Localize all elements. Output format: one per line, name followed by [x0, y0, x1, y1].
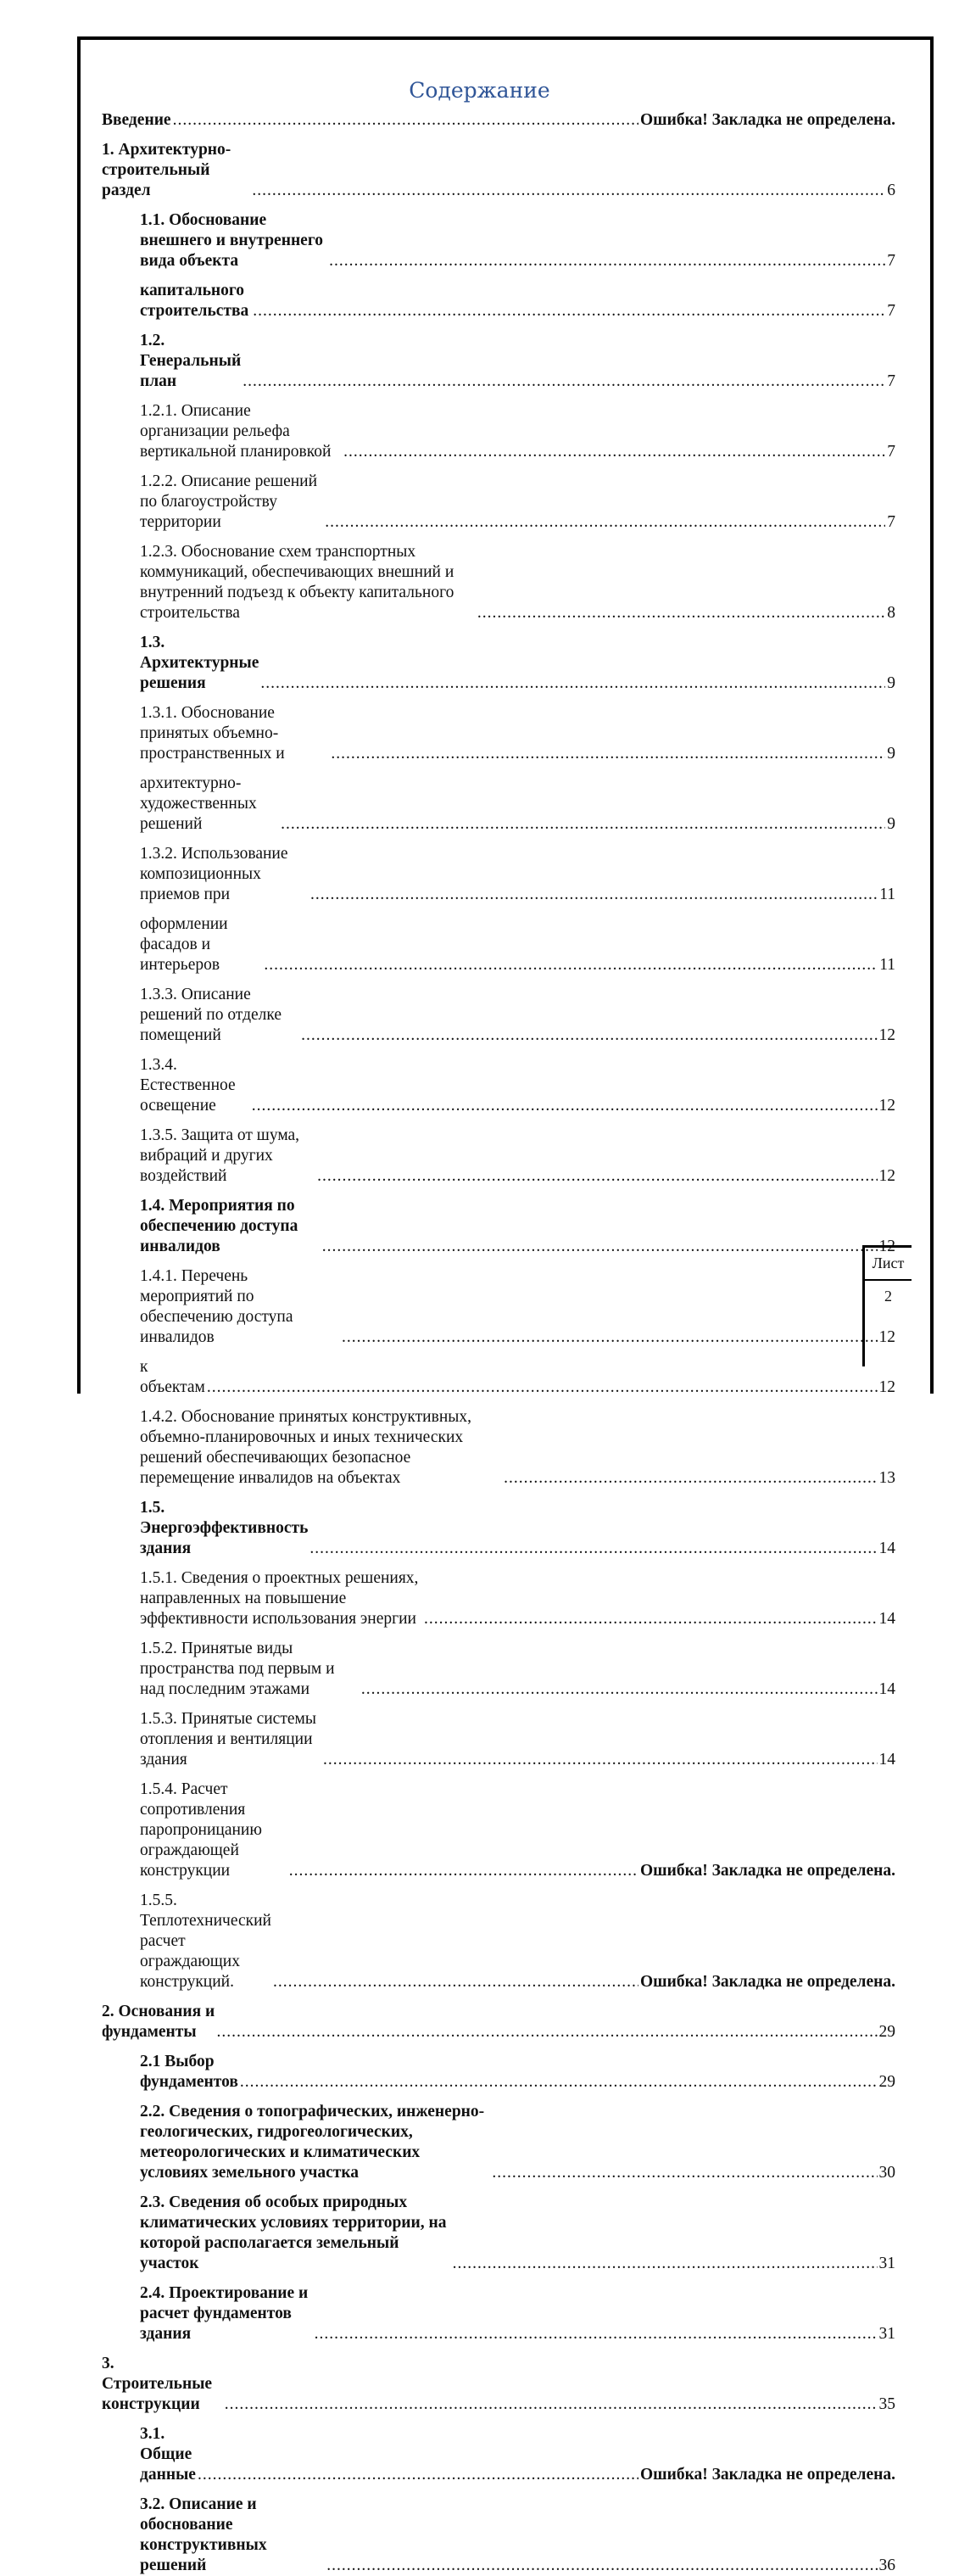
- toc-entry-page: 12: [878, 1238, 895, 1255]
- toc-leader-dots: [217, 2022, 878, 2042]
- toc-entry[interactable]: [140, 2052, 895, 2093]
- toc-entry[interactable]: [140, 1780, 895, 1881]
- toc-leader-dots: [322, 1237, 878, 1257]
- toc-entry-page: 12: [878, 1378, 895, 1396]
- toc-entry-page: 11: [879, 956, 895, 974]
- toc-entry-page: 31: [878, 2325, 895, 2343]
- toc-entry-title: 1.5.2. Принятые виды пространства под первым и над последним этажами: [140, 1640, 335, 1698]
- toc-leader-dots: [264, 955, 878, 975]
- toc-entry-title: 1.3.2. Использование композиционных приемов при: [140, 845, 288, 903]
- toc-entry[interactable]: [140, 1266, 895, 1348]
- sheet-label: Лист: [872, 1254, 905, 1271]
- toc-leader-dots: [198, 2465, 638, 2485]
- toc-entry-title: 3.2. Описание и обоснование конструктивных решений: [140, 2495, 267, 2574]
- toc-entry-page: 12: [878, 1167, 895, 1185]
- toc-entry[interactable]: [140, 1639, 895, 1700]
- toc-leader-dots: [301, 1025, 877, 1046]
- toc-leader-dots: [329, 251, 885, 271]
- toc-entry-title: оформлении фасадов и интерьеров: [140, 915, 228, 974]
- toc-entry-title: 1.4. Мероприятия по обеспечению доступа инвалидов: [140, 1197, 298, 1255]
- toc-entry-title: 2. Основания и фундаменты: [102, 2003, 215, 2041]
- toc-entry-page: 12: [878, 1097, 895, 1115]
- toc-leader-dots: [342, 1327, 877, 1348]
- toc-entry-title: 1.5.4. Расчет сопротивления паропроницанию ограждающей конструкции: [140, 1780, 262, 1880]
- toc-entry[interactable]: [140, 774, 895, 835]
- toc-entry[interactable]: [140, 331, 895, 392]
- toc-entry[interactable]: [140, 401, 895, 462]
- toc-entry-title: 2.2. Сведения о топографических, инженерно-геологических, гидрогеологических, метеорологических и климатических условиях земельного участка: [140, 2103, 485, 2182]
- toc-entry[interactable]: [140, 914, 895, 975]
- toc-entry-page: 14: [878, 1680, 895, 1698]
- toc-entry[interactable]: [102, 140, 895, 201]
- toc-entry[interactable]: [140, 2102, 895, 2183]
- toc-entry-page: 7: [887, 443, 895, 461]
- toc-leader-dots: [323, 1750, 878, 1770]
- toc-entry[interactable]: [140, 2283, 895, 2344]
- toc-leader-dots: [173, 110, 638, 131]
- toc-entry-title: архитектурно-художественных решений: [140, 774, 257, 833]
- sheet-number: 2: [884, 1288, 892, 1305]
- toc-leader-dots: [343, 442, 885, 462]
- toc-entry-title: 1. Архитектурно-строительный раздел: [102, 141, 231, 199]
- toc-leader-dots: [331, 744, 885, 764]
- toc-leader-dots: [310, 885, 878, 905]
- toc-entry-title: 1.3.3. Описание решений по отделке помещений: [140, 986, 282, 1044]
- toc-entry-page: 13: [878, 1469, 895, 1487]
- toc-leader-dots: [281, 814, 885, 835]
- toc-entry-page: 7: [887, 372, 895, 390]
- toc-leader-dots: [453, 2254, 878, 2274]
- toc-entry[interactable]: [140, 2424, 895, 2485]
- toc-entry-page: 7: [887, 252, 895, 270]
- toc-entry-title: 1.3.4. Естественное освещение: [140, 1056, 236, 1115]
- toc-entry-title: 1.1. Обоснование внешнего и внутреннего вида объекта: [140, 211, 323, 270]
- toc-entry-page: 9: [887, 815, 895, 833]
- table-of-contents: [102, 110, 895, 2576]
- toc-leader-dots: [225, 2394, 878, 2415]
- toc-leader-dots: [492, 2163, 877, 2183]
- toc-entry-title: капитального строительства: [140, 282, 249, 320]
- toc-entry-title: 1.2.3. Обоснование схем транспортных коммуникаций, обеспечивающих внешний и внутренний подъезд к объекту капитального строительства: [140, 543, 454, 622]
- toc-entry[interactable]: [140, 985, 895, 1046]
- toc-entry-title: 1.3.1. Обоснование принятых объемно-пространственных и: [140, 704, 285, 763]
- toc-entry-page: 30: [878, 2164, 895, 2182]
- sheet-stamp: [862, 1245, 912, 1366]
- toc-entry-title: Введение: [102, 111, 171, 129]
- toc-entry[interactable]: [140, 210, 895, 271]
- toc-entry-page: 11: [879, 886, 895, 903]
- toc-entry-page: 14: [878, 1539, 895, 1557]
- toc-entry-title: 2.1 Выбор фундаментов: [140, 2053, 238, 2091]
- toc-leader-dots: [243, 372, 885, 392]
- toc-leader-dots: [289, 1861, 638, 1881]
- toc-entry[interactable]: [140, 2193, 895, 2274]
- toc-entry-page: 7: [887, 302, 895, 320]
- toc-leader-dots: [252, 1096, 878, 1116]
- toc-entry-page: 36: [878, 2556, 895, 2574]
- toc-entry-page: 6: [887, 182, 895, 199]
- toc-entry[interactable]: [140, 1126, 895, 1187]
- toc-entry[interactable]: [140, 2495, 895, 2576]
- toc-entry[interactable]: [140, 1498, 895, 1559]
- toc-entry-title: 1.2. Генеральный план: [140, 332, 242, 390]
- toc-leader-dots: [240, 2072, 878, 2093]
- toc-entry[interactable]: [140, 703, 895, 764]
- toc-entry-title: 3.1. Общие данные: [140, 2425, 196, 2484]
- toc-entry-title: 1.4.1. Перечень мероприятий по обеспечению доступа инвалидов: [140, 1267, 293, 1346]
- toc-entry-title: 1.4.2. Обоснование принятых конструктивных, объемно-планировочных и иных технических решений обеспечивающих безопасное перемещение инвалидов на объектах: [140, 1408, 471, 1487]
- toc-leader-dots: [317, 1166, 877, 1187]
- toc-entry-title: 1.5.5. Теплотехнический расчет ограждающих конструкций.: [140, 1891, 271, 1991]
- toc-leader-dots: [424, 1609, 878, 1629]
- toc-leader-dots: [252, 181, 885, 201]
- toc-entry[interactable]: [140, 281, 895, 321]
- toc-entry-title: 1.2.2. Описание решений по благоустройству территории: [140, 472, 318, 531]
- toc-entry-page: 8: [887, 604, 895, 622]
- toc-entry-page: Ошибка! Закладка не определена.: [639, 111, 895, 129]
- toc-entry-title: 1.3. Архитектурные решения: [140, 634, 259, 692]
- toc-entry[interactable]: [140, 844, 895, 905]
- toc-entry[interactable]: [140, 542, 895, 623]
- toc-entry-title: 1.3.5. Защита от шума, вибраций и других воздействий: [140, 1126, 300, 1185]
- toc-entry-page: Ошибка! Закладка не определена.: [639, 1862, 895, 1880]
- toc-entry[interactable]: [102, 110, 895, 131]
- toc-leader-dots: [273, 1972, 638, 1992]
- toc-entry-page: 7: [887, 513, 895, 531]
- toc-entry-title: к объектам: [140, 1358, 205, 1396]
- toc-leader-dots: [315, 2324, 878, 2344]
- toc-entry-title: 1.5.3. Принятые системы отопления и вентиляции здания: [140, 1710, 316, 1769]
- toc-entry-title: 1.2.1. Описание организации рельефа вертикальной планировкой: [140, 402, 332, 461]
- toc-entry[interactable]: [140, 1357, 895, 1398]
- toc-entry[interactable]: [102, 2002, 895, 2042]
- toc-entry-title: 1.5.1. Сведения о проектных решениях, направленных на повышение эффективности использования энергии: [140, 1569, 419, 1628]
- toc-entry[interactable]: [102, 2354, 895, 2415]
- toc-entry[interactable]: [140, 633, 895, 694]
- toc-leader-dots: [326, 2556, 877, 2576]
- toc-entry-page: 12: [878, 1026, 895, 1044]
- toc-entry[interactable]: [140, 1407, 895, 1489]
- toc-leader-dots: [504, 1468, 877, 1489]
- toc-leader-dots: [325, 512, 885, 533]
- toc-entry-title: 2.4. Проектирование и расчет фундаментов здания: [140, 2284, 309, 2343]
- toc-leader-dots: [477, 603, 885, 623]
- toc-entry[interactable]: [140, 1891, 895, 1992]
- toc-entry-page: 14: [878, 1751, 895, 1769]
- toc-entry[interactable]: [140, 1196, 895, 1257]
- page-title: Содержание: [409, 78, 550, 103]
- toc-leader-dots: [361, 1679, 878, 1700]
- toc-entry[interactable]: [140, 1055, 895, 1116]
- toc-entry[interactable]: [140, 1709, 895, 1770]
- toc-entry-title: 1.5. Энергоэффективность здания: [140, 1499, 309, 1557]
- toc-entry-page: Ошибка! Закладка не определена.: [639, 1973, 895, 1991]
- toc-entry-title: 3. Строительные конструкции: [102, 2355, 213, 2413]
- toc-entry[interactable]: [140, 472, 895, 533]
- toc-entry-page: 9: [887, 745, 895, 763]
- toc-leader-dots: [253, 301, 885, 321]
- toc-entry-title: 2.3. Сведения об особых природных климатических условиях территории, на которой располагается земельный участок: [140, 2193, 447, 2272]
- toc-entry-page: 31: [878, 2255, 895, 2272]
- toc-entry-page: 12: [878, 1328, 895, 1346]
- toc-entry-page: Ошибка! Закладка не определена.: [639, 2466, 895, 2484]
- toc-entry-page: 9: [887, 674, 895, 692]
- toc-entry-page: 14: [878, 1610, 895, 1628]
- toc-entry[interactable]: [140, 1568, 895, 1629]
- toc-entry-page: 35: [878, 2395, 895, 2413]
- toc-leader-dots: [207, 1377, 878, 1398]
- toc-entry-page: 29: [878, 2023, 895, 2041]
- toc-entry-page: 29: [878, 2073, 895, 2091]
- toc-leader-dots: [260, 673, 885, 694]
- toc-leader-dots: [309, 1539, 877, 1559]
- stamp-divider: [865, 1279, 912, 1281]
